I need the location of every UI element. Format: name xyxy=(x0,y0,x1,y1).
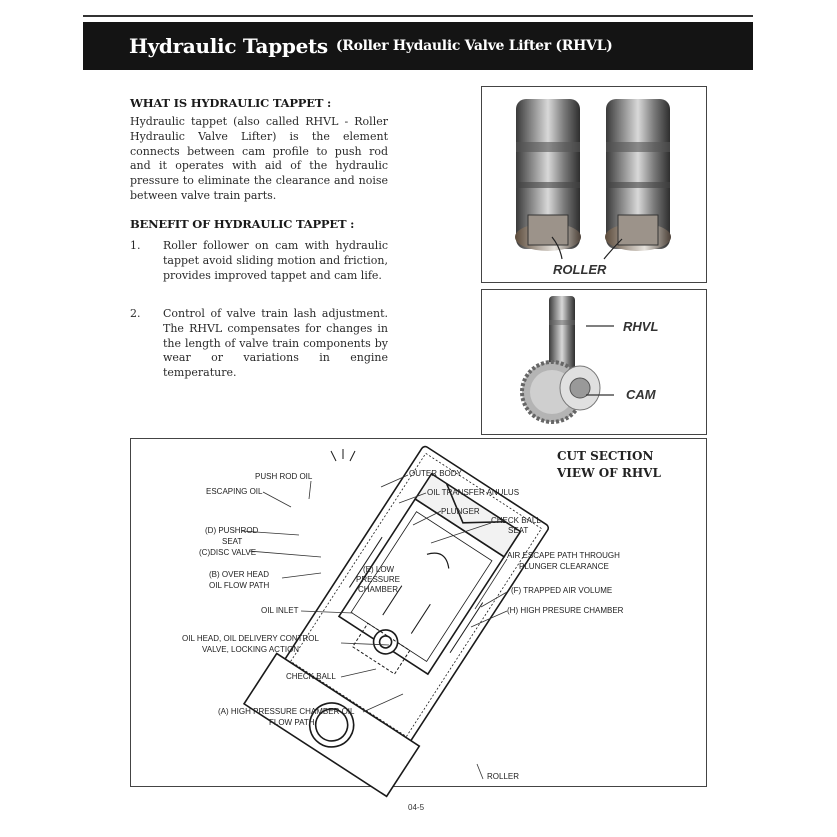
benefit-heading: BENEFIT OF HYDRAULIC TAPPET : xyxy=(130,217,355,231)
cut-section-title-1: CUT SECTION xyxy=(557,449,654,463)
label-plunger: PLUNGER xyxy=(441,507,480,516)
label-trapped-air: (F) TRAPPED AIR VOLUME xyxy=(511,586,613,595)
benefit-item-number: 2. xyxy=(130,307,141,320)
rhvl-cam-photo xyxy=(481,289,707,435)
label-over-head-2: OIL FLOW PATH xyxy=(209,581,270,590)
title-banner xyxy=(83,22,753,70)
what-is-paragraph: Hydraulic tappet (also called RHVL - Roller Hydraulic Valve Lifter) is the element connects between cam profile to push rod and it operates with aid of the hydraulic pressure to eliminate the clearance and noise between valve train parts. xyxy=(130,115,388,202)
label-oil-head-1: OIL HEAD, OIL DELIVERY CONTROL xyxy=(182,634,319,643)
label-pushrod-seat-1: (D) PUSHROD xyxy=(205,526,259,535)
label-check-ball-seat-1: CHECK BALL xyxy=(491,516,541,525)
label-high-pressure-chamber: (H) HIGH PRESURE CHAMBER xyxy=(507,606,624,615)
benefit-item-number: 1. xyxy=(130,239,141,252)
page-title: Hydraulic Tappets xyxy=(129,34,328,58)
label-air-escape-2: PLUNGER CLEARANCE xyxy=(519,562,609,571)
page-number: 04-5 xyxy=(408,803,425,812)
roller-label: ROLLER xyxy=(553,262,607,277)
label-low-pressure-2: PRESSURE xyxy=(356,575,401,584)
benefit-item-text: Control of valve train lash adjustment. The RHVL compensates for changes in the length of valve train components by wear or variations in engine temperature. xyxy=(163,307,388,380)
rhvl-label: RHVL xyxy=(623,319,659,334)
label-escaping-oil: ESCAPING OIL xyxy=(206,487,263,496)
label-oil-inlet: OIL INLET xyxy=(261,606,299,615)
page-subtitle: (Roller Hydaulic Valve Lifter (RHVL) xyxy=(335,38,613,54)
roller-lifters-illustration xyxy=(482,87,708,284)
cut-section-title-2: VIEW OF RHVL xyxy=(557,466,661,480)
label-hp-flow-path-1: (A) HIGH PRESSURE CHAMBER OIL xyxy=(218,707,355,716)
label-over-head-1: (B) OVER HEAD xyxy=(209,570,270,579)
benefit-item-text: Roller follower on cam with hydraulic tappet avoid sliding motion and friction, provides improved tappet and cam life. xyxy=(163,239,388,282)
top-rule xyxy=(83,15,753,17)
lifter-right xyxy=(605,99,671,251)
label-low-pressure-3: CHAMBER xyxy=(358,585,399,594)
label-air-escape-1: AIR ESCAPE PATH THROUGH xyxy=(507,551,620,560)
label-oil-head-2: VALVE, LOCKING ACTION xyxy=(202,645,300,654)
cam-gear xyxy=(522,362,600,422)
label-pushrod-seat-2: SEAT xyxy=(222,537,243,546)
label-oil-transfer-anulus: OIL TRANSFER ANULUS xyxy=(427,488,520,497)
what-is-heading: WHAT IS HYDRAULIC TAPPET : xyxy=(130,96,332,110)
cam-label: CAM xyxy=(626,387,656,402)
roller-photo xyxy=(481,86,707,283)
label-low-pressure-1: (E) LOW xyxy=(363,565,395,574)
label-roller: ROLLER xyxy=(487,772,520,781)
lifter-left xyxy=(515,99,581,251)
cut-section-diagram xyxy=(130,438,707,787)
label-outer-body: OUTER BODY xyxy=(409,469,462,478)
label-check-ball: CHECK BALL xyxy=(286,672,336,681)
rhvl-cam-illustration xyxy=(482,290,708,436)
label-push-rod-oil: PUSH ROD OIL xyxy=(255,472,313,481)
label-disc-valve: (C)DISC VALVE xyxy=(199,548,257,557)
label-check-ball-seat-2: SEAT xyxy=(508,526,529,535)
label-hp-flow-path-2: FLOW PATH xyxy=(269,718,315,727)
